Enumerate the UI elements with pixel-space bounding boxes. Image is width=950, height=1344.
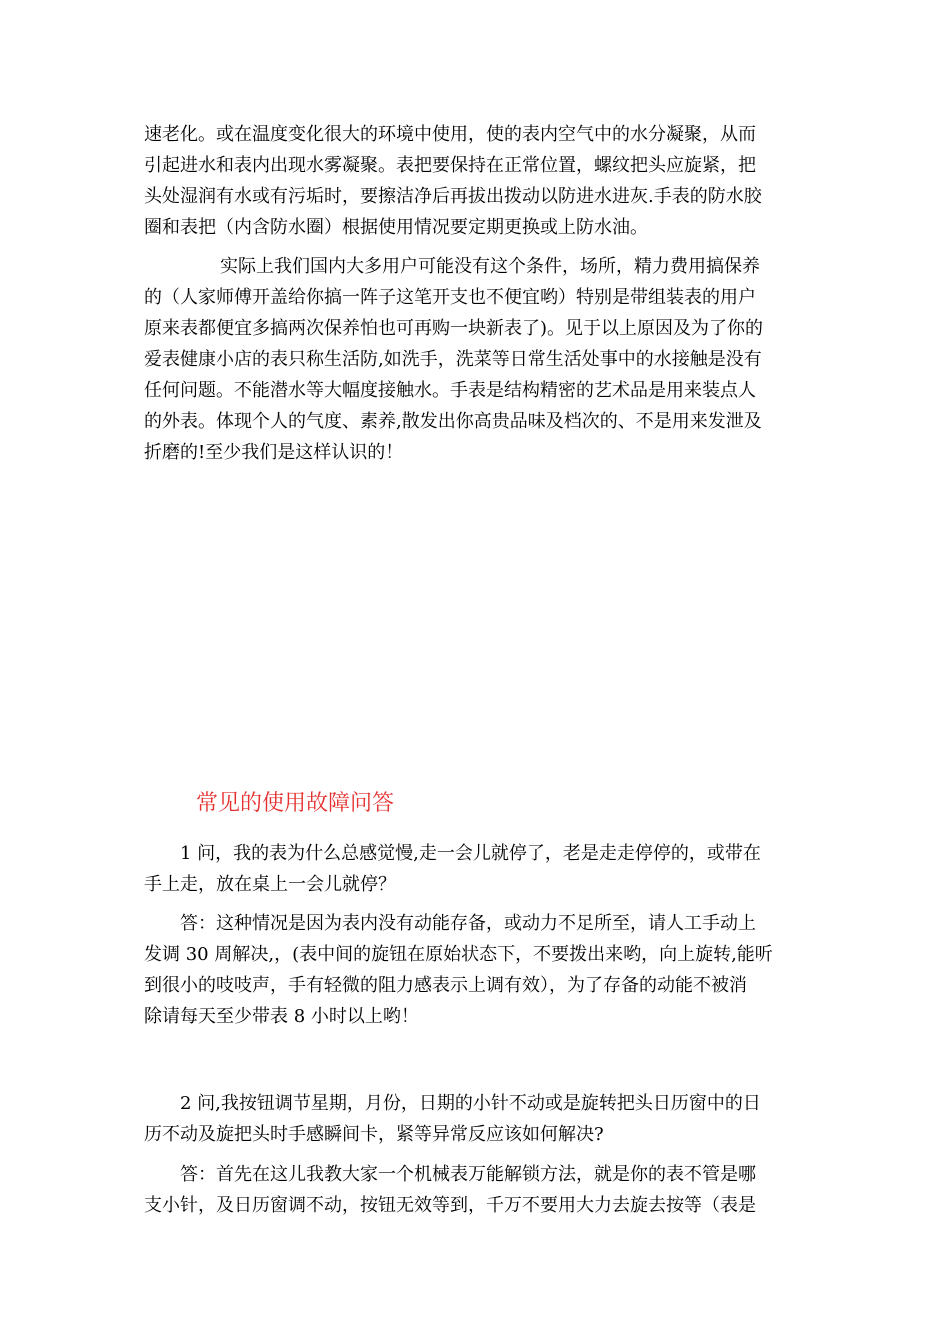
text-line: 圈和表把（内含防水圈）根据使用情况要定期更换或上防水油。 [144,217,648,238]
paragraph-water-care [144,119,810,243]
text-line: 2 问,我按钮调节星期，月份，日期的小针不动或是旋转把头日历窗中的日 [180,1093,761,1114]
faq-question-2 [144,1088,810,1150]
text-line: 原来表都便宜多搞两次保养怕也可再购一块新表了)。见于以上原因及为了你的 [144,318,764,339]
text-line: 实际上我们国内大多用户可能没有这个条件，场所，精力费用搞保养 [220,256,760,277]
text-line: 答：这种情况是因为表内没有动能存备，或动力不足所至，请人工手动上 [180,913,756,934]
text-line: 引起进水和表内出现水雾凝聚。表把要保持在正常位置，螺纹把头应旋紧，把 [144,155,756,176]
faq-heading: 常见的使用故障问答 [196,791,395,816]
paragraph-maintenance-note [144,251,810,468]
text-line: 支小针，及日历窗调不动，按钮无效等到，千万不要用大力去旋去按等（表是 [144,1195,756,1216]
text-line: 手上走，放在桌上一会儿就停？ [144,874,396,895]
text-line: 爱表健康小店的表只称生活防,如洗手，洗菜等日常生活处事中的水接触是没有 [144,349,762,370]
text-line: 的外表。体现个人的气度、素养,散发出你高贵品味及档次的、不是用来发泄及 [144,411,762,432]
text-line: 1 问，我的表为什么总感觉慢,走一会儿就停了，老是走走停停的，或带在 [180,843,761,864]
text-line: 发调 30 周解决,，(表中间的旋钮在原始状态下，不要拨出来哟，向上旋转,能听 [144,944,773,965]
text-line: 的（人家师傅开盖给你搞一阵子这笔开支也不便宜哟）特别是带组装表的用户 [144,287,756,308]
text-line: 答：首先在这儿我教大家一个机械表万能解锁方法，就是你的表不管是哪 [180,1164,756,1185]
text-line: 速老化。或在温度变化很大的环境中使用，使的表内空气中的水分凝聚，从而 [144,124,756,145]
text-line: 任何问题。不能潜水等大幅度接触水。手表是结构精密的艺术品是用来装点人 [144,380,756,401]
text-line: 除请每天至少带表 8 小时以上哟！ [144,1006,419,1027]
text-line: 折磨的!至少我们是这样认识的！ [144,442,404,463]
text-line: 历不动及旋把头时手感瞬间卡，紧等异常反应该如何解决? [144,1124,604,1145]
faq-answer-2 [144,1159,810,1221]
faq-question-1 [144,838,810,900]
faq-answer-1 [144,908,810,1032]
text-line: 到很小的吱吱声，手有轻微的阻力感表示上调有效），为了存备的动能不被消 [144,975,747,996]
text-line: 头处湿润有水或有污垢时，要擦洁净后再拔出拨动以防进水进灰.手表的防水胶 [144,186,762,207]
